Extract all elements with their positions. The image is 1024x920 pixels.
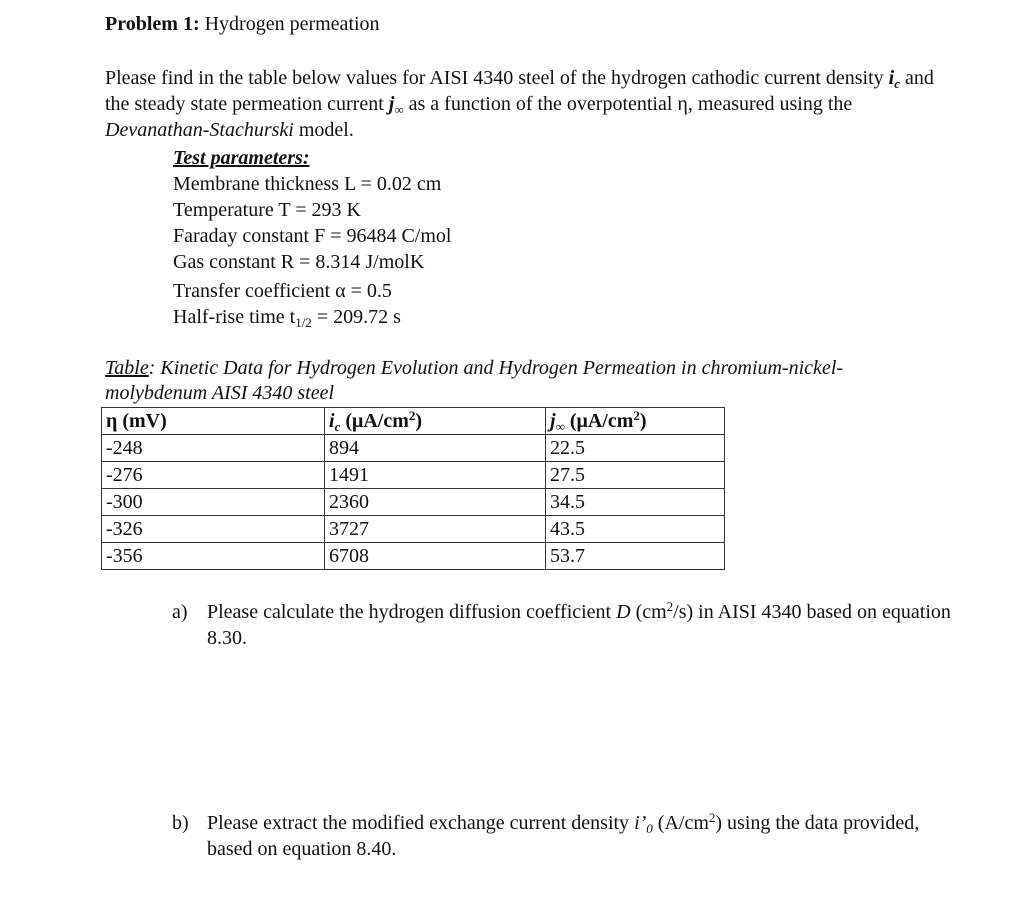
- cell-jinf: 22.5: [546, 435, 725, 462]
- cell-jinf: 27.5: [546, 462, 725, 489]
- symbol-i0-prime: i’: [634, 812, 647, 834]
- problem-topic: Hydrogen permeation: [199, 13, 380, 35]
- table-row: [102, 489, 725, 516]
- cell-ic: 3727: [325, 516, 546, 543]
- question-a-sup: 2: [666, 599, 674, 614]
- test-parameters: [173, 145, 451, 330]
- intro-paragraph: [105, 65, 945, 143]
- intro-text-3: as a function of the overpotential η, measured using the: [403, 93, 853, 115]
- cell-ic: 6708: [325, 543, 546, 570]
- symbol-ic-sub: c: [894, 76, 901, 91]
- kinetic-data-table: [101, 407, 725, 570]
- header-ic-sym: i: [329, 410, 335, 432]
- cell-ic: 2360: [325, 489, 546, 516]
- model-name: Devanathan-Stachurski: [105, 119, 294, 141]
- param-gas-constant: Gas constant R = 8.314 J/molK: [173, 251, 425, 273]
- cell-jinf: 43.5: [546, 516, 725, 543]
- cell-eta: -356: [102, 543, 325, 570]
- intro-text-1: Please find in the table below values for AISI 4340 steel of the hydrogen cathodic current density: [105, 67, 889, 89]
- param-temperature: Temperature T = 293 K: [173, 199, 361, 221]
- question-b-sup: 2: [708, 810, 716, 825]
- question-a-label: a): [172, 601, 188, 623]
- symbol-d: D: [616, 601, 631, 623]
- question-b-text-3: ) using the data provided, based on equation 8.40.: [207, 812, 920, 860]
- table-row: [102, 543, 725, 570]
- header-jinf-sub: ∞: [555, 419, 565, 434]
- cell-eta: -248: [102, 435, 325, 462]
- cell-ic: 1491: [325, 462, 546, 489]
- header-ic-close: ): [415, 410, 423, 432]
- param-faraday: Faraday constant F = 96484 C/mol: [173, 225, 452, 247]
- question-a-text-3: /s) in AISI 4340 based on equation 8.30.: [207, 601, 951, 649]
- cell-eta: -326: [102, 516, 325, 543]
- header-jinf-unit: (μA/cm: [564, 410, 634, 432]
- header-jinf: [546, 408, 725, 435]
- half-rise-sub: 1/2: [295, 315, 312, 330]
- half-rise-label: Half-rise time t: [173, 306, 296, 328]
- cell-jinf: 53.7: [546, 543, 725, 570]
- question-a-text-2: (cm: [630, 601, 667, 623]
- symbol-jinf-sub: ∞: [394, 102, 404, 117]
- cell-eta: -300: [102, 489, 325, 516]
- question-b-label: b): [172, 812, 189, 834]
- param-transfer-coefficient: Transfer coefficient α = 0.5: [173, 280, 392, 302]
- cell-ic: 894: [325, 435, 546, 462]
- question-b-text-1: Please extract the modified exchange current density: [207, 812, 635, 834]
- table-row: [102, 462, 725, 489]
- header-eta: η (mV): [102, 408, 325, 435]
- header-ic-sup: 2: [408, 408, 416, 423]
- caption-text: : Kinetic Data for Hydrogen Evolution and Hydrogen Permeation in chromium-nickel-molybdenum AISI 4340 steel: [105, 357, 844, 404]
- cell-jinf: 34.5: [546, 489, 725, 516]
- question-b: [172, 810, 967, 862]
- intro-text-2: and the steady state permeation current: [105, 67, 934, 115]
- problem-number: Problem 1:: [105, 13, 200, 35]
- param-half-rise-time: [173, 304, 451, 330]
- symbol-ic: i: [888, 67, 895, 89]
- symbol-i0-sub: 0: [646, 821, 653, 836]
- header-jinf-close: ): [639, 410, 647, 432]
- table-row: [102, 516, 725, 543]
- question-a-text-1: Please calculate the hydrogen diffusion coefficient: [207, 601, 617, 623]
- param-thickness: Membrane thickness L = 0.02 cm: [173, 173, 442, 195]
- header-ic-sub: c: [334, 419, 341, 434]
- question-a: [172, 599, 967, 651]
- header-jinf-sym: j: [550, 410, 556, 432]
- cell-eta: -276: [102, 462, 325, 489]
- intro-text-4: model.: [293, 119, 354, 141]
- table-row: [102, 435, 725, 462]
- symbol-jinf: j: [388, 93, 395, 115]
- test-parameters-header: Test parameters:: [173, 147, 310, 169]
- header-ic-unit: (μA/cm: [340, 410, 409, 432]
- caption-label: Table: [105, 357, 149, 379]
- header-jinf-sup: 2: [633, 408, 640, 423]
- problem-title: [105, 11, 380, 37]
- half-rise-value: = 209.72 s: [311, 306, 401, 328]
- table-header-row: [102, 408, 725, 435]
- table-caption: [105, 356, 925, 406]
- question-b-text-2: (A/cm: [652, 812, 709, 834]
- header-ic: [325, 408, 546, 435]
